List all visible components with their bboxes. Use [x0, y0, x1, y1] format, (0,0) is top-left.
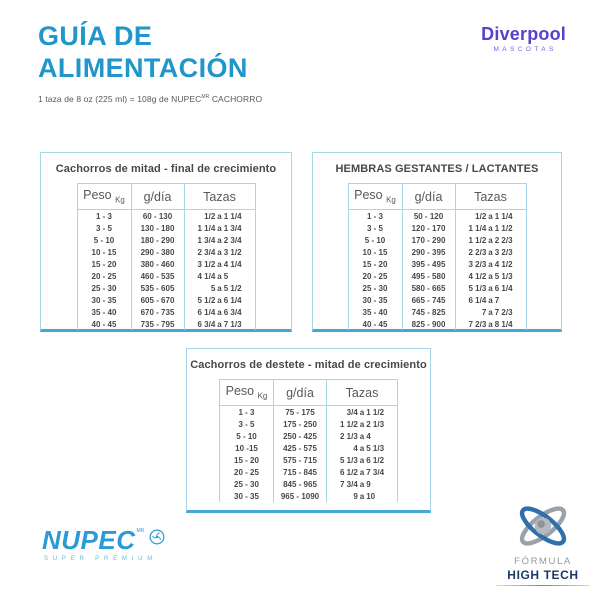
tazas-cell: 1 1/2 a 2 1/3 [327, 418, 398, 430]
table-card-hembras-gestantes [312, 152, 562, 332]
tazas-cell: 2 2/3 a 3 2/3 [455, 246, 526, 258]
peso-cell: 25 - 30 [220, 478, 274, 490]
tazas-cell: 9 a 10 [327, 490, 398, 502]
peso-cell: 5 - 10 [348, 234, 402, 246]
tazas-cell: 3 2/3 a 4 1/2 [455, 258, 526, 270]
tazas-cell: 6 3/4 a 7 1/3 [184, 318, 255, 330]
table-row [348, 246, 526, 258]
tazas-cell: 1/2 a 1 1/4 [184, 210, 255, 223]
atom-swirl-icon [496, 498, 590, 554]
gdia-cell: 845 - 965 [274, 478, 327, 490]
nupec-tagline: SUPER PREMIUM [44, 556, 158, 562]
table-row [348, 282, 526, 294]
table-row [220, 454, 398, 466]
conversion-note-product: CACHORRO [209, 94, 263, 104]
col-header-peso [348, 184, 402, 210]
table-row [348, 222, 526, 234]
peso-cell: 1 - 3 [348, 210, 402, 223]
peso-cell: 25 - 30 [348, 282, 402, 294]
hightech-label: HIGH TECH [507, 568, 579, 582]
table-row [348, 318, 526, 330]
peso-cell: 35 - 40 [77, 306, 131, 318]
gdia-cell: 715 - 845 [274, 466, 327, 478]
gdia-cell: 290 - 395 [402, 246, 455, 258]
gdia-cell: 580 - 665 [402, 282, 455, 294]
table-row [220, 490, 398, 502]
gdia-cell: 535 - 605 [131, 282, 184, 294]
nupec-wordmark-row [42, 527, 165, 553]
formula-label: FÓRMULA [514, 556, 572, 567]
formula-hightech-logo [496, 498, 590, 586]
peso-label: Peso [225, 384, 255, 399]
table-row [348, 234, 526, 246]
peso-cell: 30 - 35 [220, 490, 274, 502]
peso-cell: 10 - 15 [77, 246, 131, 258]
peso-unit-label: Kg [257, 391, 268, 401]
table-row [348, 270, 526, 282]
tazas-cell: 1 1/2 a 2 2/3 [455, 234, 526, 246]
gdia-cell: 575 - 715 [274, 454, 327, 466]
tazas-cell: 5 1/3 a 6 1/2 [327, 454, 398, 466]
gdia-cell: 380 - 460 [131, 258, 184, 270]
feeding-table [219, 379, 398, 502]
conversion-note-text: 1 taza de 8 oz (225 ml) = 108g de NUPEC [38, 94, 202, 104]
table-row [348, 258, 526, 270]
tazas-cell: 6 1/4 a 6 3/4 [184, 306, 255, 318]
tazas-cell: 1/2 a 1 1/4 [455, 210, 526, 223]
peso-label: Peso [83, 188, 112, 203]
tazas-cell: 3/4 a 1 1/2 [327, 406, 398, 419]
nupec-trademark: MR [136, 528, 145, 534]
gdia-cell: 735 - 795 [131, 318, 184, 330]
peso-cell: 5 - 10 [77, 234, 131, 246]
table-row [220, 418, 398, 430]
gdia-cell: 60 - 130 [131, 210, 184, 223]
title-line-2: ALIMENTACIÓN [38, 53, 248, 84]
col-header-peso [220, 380, 274, 406]
tazas-cell: 1 3/4 a 2 3/4 [184, 234, 255, 246]
table-header-row [348, 184, 526, 210]
tazas-cell: 5 a 5 1/2 [184, 282, 255, 294]
col-header-tazas: Tazas [455, 184, 526, 210]
peso-cell: 40 - 45 [348, 318, 402, 330]
table-title: Cachorros de destete - mitad de crecimiento [190, 359, 427, 371]
nupec-wordmark: NUPEC [42, 525, 136, 555]
table-row [220, 430, 398, 442]
col-header-gdia: g/día [274, 380, 327, 406]
gdia-cell: 170 - 290 [402, 234, 455, 246]
col-header-peso [77, 184, 131, 210]
peso-unit-label: Kg [115, 195, 125, 205]
diverpool-wordmark: Diverpool [481, 24, 566, 44]
peso-unit-label: Kg [386, 195, 396, 205]
peso-cell: 1 - 3 [77, 210, 131, 223]
tazas-cell: 3 1/2 a 4 1/4 [184, 258, 255, 270]
tazas-cell: 5 1/3 a 6 1/4 [455, 282, 526, 294]
table-card-cachorros-destete [186, 348, 431, 513]
table-row [77, 306, 255, 318]
tazas-cell: 6 1/2 a 7 3/4 [327, 466, 398, 478]
feeding-table [77, 183, 256, 330]
gdia-cell: 395 - 495 [402, 258, 455, 270]
tazas-cell: 7 2/3 a 8 1/4 [455, 318, 526, 330]
gdia-cell: 290 - 380 [131, 246, 184, 258]
table-row [77, 234, 255, 246]
title-line-1: GUÍA DE [38, 21, 153, 51]
gdia-cell: 965 - 1090 [274, 490, 327, 502]
col-header-gdia: g/día [402, 184, 455, 210]
gdia-cell: 745 - 825 [402, 306, 455, 318]
peso-cell: 3 - 5 [220, 418, 274, 430]
peso-cell: 15 - 20 [77, 258, 131, 270]
peso-cell: 20 - 25 [77, 270, 131, 282]
table-row [77, 222, 255, 234]
peso-label: Peso [354, 188, 383, 203]
diverpool-logo [481, 24, 566, 53]
page-title [38, 20, 248, 85]
peso-cell: 20 - 25 [348, 270, 402, 282]
table-row [348, 294, 526, 306]
gdia-cell: 50 - 120 [402, 210, 455, 223]
gdia-cell: 75 - 175 [274, 406, 327, 419]
gdia-cell: 425 - 575 [274, 442, 327, 454]
table-row [77, 258, 255, 270]
table-header-row [77, 184, 255, 210]
table-row [77, 294, 255, 306]
table-title: HEMBRAS GESTANTES / LACTANTES [335, 163, 539, 175]
peso-cell: 15 - 20 [348, 258, 402, 270]
gdia-cell: 120 - 170 [402, 222, 455, 234]
col-header-tazas: Tazas [184, 184, 255, 210]
peso-cell: 30 - 35 [348, 294, 402, 306]
peso-cell: 15 - 20 [220, 454, 274, 466]
gdia-cell: 670 - 735 [131, 306, 184, 318]
tazas-cell: 6 1/4 a 7 [455, 294, 526, 306]
peso-cell: 10 - 15 [348, 246, 402, 258]
table-row [220, 406, 398, 419]
conversion-note [38, 94, 262, 104]
table-row [77, 270, 255, 282]
gdia-cell: 460 - 535 [131, 270, 184, 282]
peso-cell: 20 - 25 [220, 466, 274, 478]
tazas-cell: 4 a 5 1/3 [327, 442, 398, 454]
table-title: Cachorros de mitad - final de crecimiento [55, 163, 277, 175]
diverpool-tagline: MASCOTAS [493, 46, 557, 53]
tazas-cell: 4 1/2 a 5 1/3 [455, 270, 526, 282]
tazas-cell: 7 3/4 a 9 [327, 478, 398, 490]
table-row [77, 282, 255, 294]
peso-cell: 5 - 10 [220, 430, 274, 442]
tazas-cell: 5 1/2 a 6 1/4 [184, 294, 255, 306]
gdia-cell: 825 - 900 [402, 318, 455, 330]
tazas-cell: 4 1/4 a 5 [184, 270, 255, 282]
table-row [77, 318, 255, 330]
table-row [348, 306, 526, 318]
tazas-cell: 7 a 7 2/3 [455, 306, 526, 318]
col-header-tazas: Tazas [327, 380, 398, 406]
nupec-logo [42, 527, 165, 562]
underline-rule [496, 585, 590, 586]
table-row [348, 210, 526, 223]
gdia-cell: 250 - 425 [274, 430, 327, 442]
tazas-cell: 2 1/3 a 4 [327, 430, 398, 442]
table-card-cachorros-mitad-final [40, 152, 292, 332]
feeding-table [348, 183, 527, 330]
table-row [220, 466, 398, 478]
table-row [220, 442, 398, 454]
peso-cell: 25 - 30 [77, 282, 131, 294]
table-row [77, 210, 255, 223]
gdia-cell: 180 - 290 [131, 234, 184, 246]
gdia-cell: 495 - 580 [402, 270, 455, 282]
gdia-cell: 605 - 670 [131, 294, 184, 306]
peso-cell: 3 - 5 [77, 222, 131, 234]
trademark-sup: MR [201, 94, 210, 101]
col-header-gdia: g/día [131, 184, 184, 210]
tazas-cell: 1 1/4 a 1 3/4 [184, 222, 255, 234]
peso-cell: 40 - 45 [77, 318, 131, 330]
peso-cell: 10 -15 [220, 442, 274, 454]
tazas-cell: 1 1/4 a 1 1/2 [455, 222, 526, 234]
peso-cell: 35 - 40 [348, 306, 402, 318]
gdia-cell: 130 - 180 [131, 222, 184, 234]
peso-cell: 30 - 35 [77, 294, 131, 306]
gdia-cell: 665 - 745 [402, 294, 455, 306]
gdia-cell: 175 - 250 [274, 418, 327, 430]
table-row [220, 478, 398, 490]
table-header-row [220, 380, 398, 406]
nupec-emblem-icon [149, 529, 165, 545]
table-row [77, 246, 255, 258]
peso-cell: 3 - 5 [348, 222, 402, 234]
peso-cell: 1 - 3 [220, 406, 274, 419]
tazas-cell: 2 3/4 a 3 1/2 [184, 246, 255, 258]
